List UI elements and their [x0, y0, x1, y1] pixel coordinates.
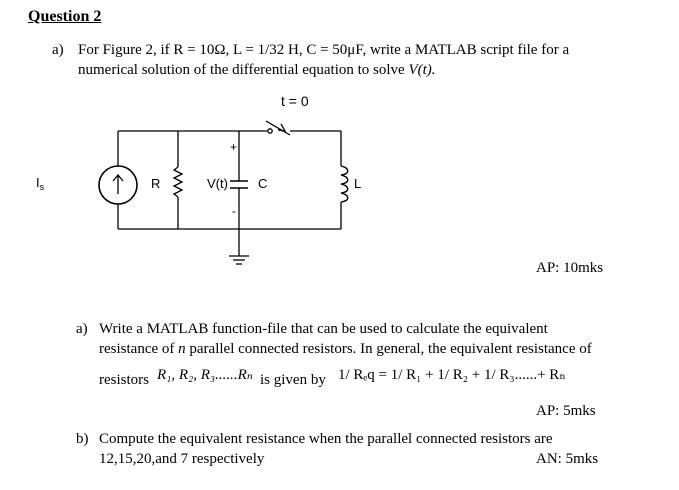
part-a-line1: For Figure 2, if R = 10Ω, L = 1/32 H, C = 50μF, write a MATLAB script file for a — [78, 42, 570, 58]
sub-a-given-by: is given by — [260, 372, 326, 388]
part-a-marks: AP: 10mks — [536, 260, 604, 276]
sub-a-n: n — [178, 341, 186, 357]
source-label-sub: s — [39, 182, 45, 192]
sub-b-marks: AN: 5mks — [536, 451, 599, 467]
sub-a-line2-prefix: resistance of — [99, 341, 179, 357]
sub-a-resistor-sequence: R₁, R₂, R₃......Rₙ — [157, 367, 253, 383]
sub-a-line1: Write a MATLAB function-file that can be used to calculate the equivalent — [99, 321, 548, 337]
source-label — [36, 175, 44, 192]
sub-a-formula: 1/ Rₑq = 1/ R₁ + 1/ R₂ + 1/ R₃......+ Rₙ — [338, 367, 566, 383]
sub-a-letter: a) — [76, 321, 88, 337]
sub-b-letter: b) — [76, 431, 89, 447]
sub-a-line2-suffix: parallel connected resistors. In general, the equivalent resistance of — [185, 341, 592, 357]
sub-b-line2: 12,15,20,and 7 respectively — [99, 451, 265, 467]
question-title: Question 2 — [28, 8, 102, 25]
switch-label: t = 0 — [281, 93, 309, 109]
sub-b-line1: Compute the equivalent resistance when the parallel connected resistors are — [99, 431, 553, 447]
part-a-variable: V(t). — [408, 62, 436, 78]
plus-sign: + — [230, 140, 238, 154]
resistor-zigzag — [174, 167, 182, 197]
source-label-main: I — [36, 175, 40, 190]
part-a-line2-text: numerical solution of the differential equation to solve — [78, 62, 409, 78]
sub-a-marks: AP: 5mks — [536, 403, 596, 419]
sub-a-line2 — [99, 341, 592, 358]
minus-sign: - — [232, 204, 236, 218]
capacitor-label: C — [258, 176, 268, 191]
switch-contact-left — [268, 129, 272, 133]
part-a-letter: a) — [52, 42, 64, 58]
capacitor-voltage-label: V(t) — [207, 176, 228, 191]
switch-arrow — [278, 124, 285, 131]
inductor-label: L — [354, 176, 362, 191]
sub-a-resistors-word: resistors — [99, 372, 149, 388]
resistor-label: R — [151, 176, 161, 191]
inductor-coil — [341, 166, 348, 202]
